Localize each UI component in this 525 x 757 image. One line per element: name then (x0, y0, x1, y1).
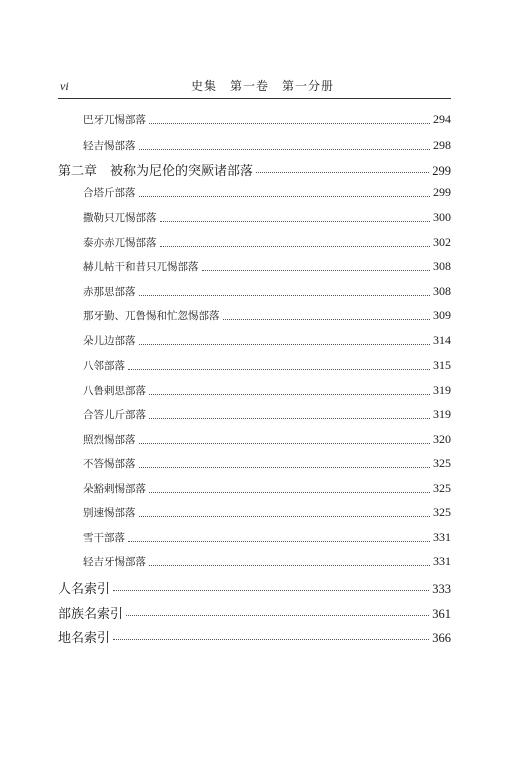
toc-entry-page: 319 (433, 383, 451, 397)
toc-entry[interactable] (83, 185, 451, 201)
toc-leader-dots (139, 516, 431, 517)
toc-entry-page: 299 (433, 185, 451, 199)
toc-leader-dots (126, 615, 429, 616)
toc-entry[interactable] (83, 259, 451, 275)
toc-leader-dots (149, 418, 430, 419)
toc-entry-title: 照烈惕部落 (83, 434, 136, 446)
toc-entry[interactable] (83, 554, 451, 570)
toc-leader-dots (149, 394, 430, 395)
toc-entry-title: 那牙勤、兀鲁惕和忙忽惕部落 (83, 310, 220, 322)
toc-leader-dots (113, 639, 429, 640)
toc-entry-page: 325 (433, 505, 451, 519)
toc-entry-title: 地名索引 (58, 631, 111, 646)
toc-entry-page: 320 (433, 432, 451, 446)
page-number: vi (60, 79, 69, 93)
toc-leader-dots (149, 492, 430, 493)
toc-entry[interactable] (58, 603, 451, 621)
toc-leader-dots (256, 172, 429, 173)
toc-entry-title: 合答儿斤部落 (83, 409, 146, 421)
toc-entry-page: 325 (433, 456, 451, 470)
toc-entry[interactable] (83, 358, 451, 374)
toc-entry[interactable] (83, 138, 451, 154)
toc-entry-title: 朵儿边部落 (83, 335, 136, 347)
toc-entry-title: 轻吉惕部落 (83, 140, 136, 152)
toc-entry-page: 319 (433, 407, 451, 421)
toc-leader-dots (202, 270, 431, 271)
toc-entry-page: 308 (433, 259, 451, 273)
toc-leader-dots (149, 565, 430, 566)
toc-entry-page: 308 (433, 284, 451, 298)
toc-entry-page: 361 (432, 607, 451, 621)
running-header: 史集 第一卷 第一分册 (190, 79, 334, 93)
toc-entry-title: 巴牙兀惕部落 (83, 114, 146, 126)
toc-entry-title: 不答惕部落 (83, 458, 136, 470)
toc-entry-title: 撒勒只兀惕部落 (83, 212, 157, 224)
toc-entry[interactable] (83, 284, 451, 300)
toc-entry-page: 331 (433, 554, 451, 568)
toc-entry[interactable] (83, 407, 451, 423)
toc-entry-title: 赤那思部落 (83, 286, 136, 298)
toc-entry-page: 325 (433, 481, 451, 495)
toc-entry[interactable] (83, 235, 451, 251)
toc-entry-title: 泰亦赤兀惕部落 (83, 237, 157, 249)
toc-entry-title: 合塔斤部落 (83, 187, 136, 199)
toc-entry-title: 人名索引 (58, 582, 111, 597)
toc-entry[interactable] (83, 308, 451, 324)
toc-leader-dots (160, 221, 431, 222)
toc-entry-page: 309 (433, 308, 451, 322)
toc-entry[interactable] (58, 627, 451, 645)
toc-entry-page: 299 (432, 164, 451, 178)
toc-leader-dots (113, 590, 429, 591)
toc-entry[interactable] (83, 530, 451, 546)
toc-leader-dots (128, 541, 430, 542)
toc-entry-title: 赫儿帖干和昔只兀惕部落 (83, 261, 199, 273)
toc-entry[interactable] (83, 432, 451, 448)
toc-entry[interactable] (83, 112, 451, 128)
toc-entry[interactable] (83, 456, 451, 472)
toc-entry[interactable] (83, 210, 451, 226)
toc-leader-dots (139, 196, 431, 197)
toc-entry[interactable] (83, 505, 451, 521)
toc-entry[interactable] (83, 481, 451, 497)
toc-entry-title: 雪干部落 (83, 532, 125, 544)
toc-leader-dots (139, 344, 431, 345)
toc-leader-dots (139, 467, 431, 468)
toc-entry-page: 314 (433, 333, 451, 347)
toc-entry-page: 331 (433, 530, 451, 544)
toc-leader-dots (149, 123, 430, 124)
toc-leader-dots (139, 295, 431, 296)
toc-entry[interactable] (83, 333, 451, 349)
toc-leader-dots (160, 246, 431, 247)
toc-entry-page: 366 (432, 631, 451, 645)
toc-entry-title: 八邻部落 (83, 360, 125, 372)
toc-entry[interactable] (83, 383, 451, 399)
toc-entry-page: 294 (433, 112, 451, 126)
toc-entry-page: 298 (433, 138, 451, 152)
toc-entry[interactable] (58, 578, 451, 596)
toc-entry-page: 300 (433, 210, 451, 224)
toc-entry-page: 333 (432, 582, 451, 596)
toc-entry-title: 八鲁剌思部落 (83, 385, 146, 397)
toc-entry-page: 315 (433, 358, 451, 372)
toc-leader-dots (139, 149, 431, 150)
toc-entry-page: 302 (433, 235, 451, 249)
toc-entry-title: 轻吉牙惕部落 (83, 556, 146, 568)
toc-leader-dots (128, 369, 430, 370)
toc-leader-dots (223, 319, 431, 320)
toc-entry-title: 部族名索引 (58, 607, 124, 622)
toc-entry-title: 朵豁剌惕部落 (83, 483, 146, 495)
toc-entry-title: 第二章 被称为尼伦的突厥诸部落 (58, 164, 254, 179)
toc-leader-dots (139, 443, 431, 444)
toc-entry[interactable] (58, 160, 451, 178)
toc-entry-title: 别速惕部落 (83, 507, 136, 519)
